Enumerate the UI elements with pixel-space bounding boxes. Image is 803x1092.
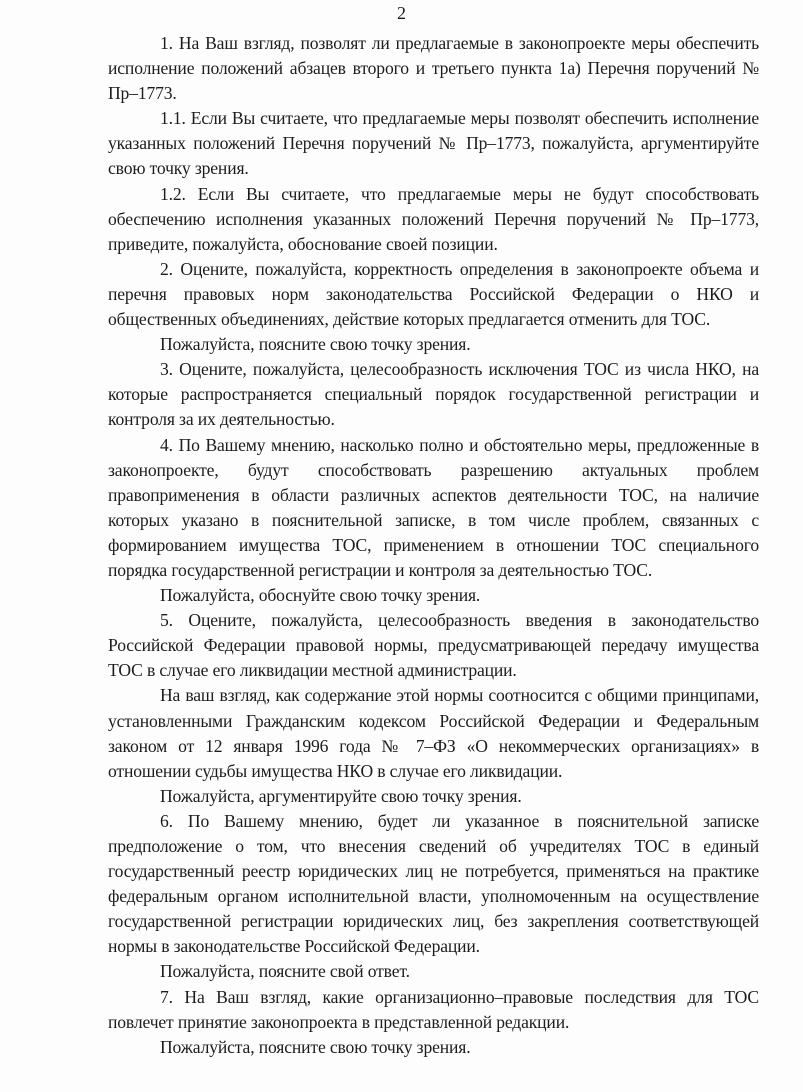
question-4-prompt: Пожалуйста, обоснуйте свою точку зрения.: [160, 585, 481, 606]
question-5-prompt: Пожалуйста, аргументируйте свою точку зрения.: [160, 785, 522, 806]
question-2-prompt: Пожалуйста, поясните свою точку зрения.: [160, 334, 471, 355]
question-2: 2. Оцените, пожалуйста, корректность определения в законопроекте объема и перечня правовых норм законодательства Российской Федерации о НКО и общественных объединениях, действие которых предлагается отменить для ТОС.: [108, 258, 759, 330]
page-number: 2: [397, 3, 406, 23]
question-5: 5. Оцените, пожалуйста, целесообразность введения в законодательство Российской Федерации правовой нормы, предусматривающей передачу имущества ТОС в случае его ликвидации местной администрации.: [108, 610, 759, 681]
question-6-prompt: Пожалуйста, поясните свой ответ.: [160, 961, 410, 982]
question-6: 6. По Вашему мнению, будет ли указанное в пояснительной записке предположение о том, что внесения сведений об учредителях ТОС в единый государственный реестр юридических лиц не потребуется, применяться на практике федеральным органом исполнительной власти, уполномоченным на осуществление государственной регистрации юридических лиц, без закрепления соответствующей нормы в законодательстве Российской Федерации.: [108, 810, 759, 957]
question-1-1: 1.1. Если Вы считаете, что предлагаемые меры позволят обеспечить исполнение указанных положений Перечня поручений № Пр–1773, пожалуйста, аргументируйте свою точку зрения.: [108, 108, 759, 179]
question-3: 3. Оцените, пожалуйста, целесообразность исключения ТОС из числа НКО, на которые распространяется специальный порядок государственной регистрации и контроля за их деятельностью.: [108, 359, 759, 430]
question-7-prompt: Пожалуйста, поясните свою точку зрения.: [160, 1036, 471, 1057]
question-5-followup: На ваш взгляд, как содержание этой нормы соотносится с общими принципами, установленными Гражданским кодексом Российской Федерации и Федеральным законом от 12 января 1996 года № 7–ФЗ «О некоммерческих организациях» в отношении судьбы имущества НКО в случае его ликвидации.: [108, 685, 759, 781]
question-7: 7. На Ваш взгляд, какие организационно–правовые последствия для ТОС повлечет принятие законопроекта в представленной редакции.: [108, 986, 759, 1032]
document-body: [108, 31, 759, 1060]
question-4: 4. По Вашему мнению, насколько полно и обстоятельно меры, предложенные в законопроекте, будут способствовать разрешению актуальных проблем правоприменения в области различных аспектов деятельности ТОС, на наличие которых указано в пояснительной записке, в том числе проблем, связанных с формированием имущества ТОС, применением в отношении ТОС специального порядка государственной регистрации и контроля за деятельностью ТОС.: [108, 434, 759, 580]
question-1-2: 1.2. Если Вы считаете, что предлагаемые меры не будут способствовать обеспечению исполнения указанных положений Перечня поручений № Пр–1773, приведите, пожалуйста, обоснование своей позиции.: [108, 183, 759, 254]
question-1: 1. На Ваш взгляд, позволят ли предлагаемые в законопроекте меры обеспечить исполнение положений абзацев второго и третьего пункта 1а) Перечня поручений № Пр–1773.: [108, 33, 759, 104]
